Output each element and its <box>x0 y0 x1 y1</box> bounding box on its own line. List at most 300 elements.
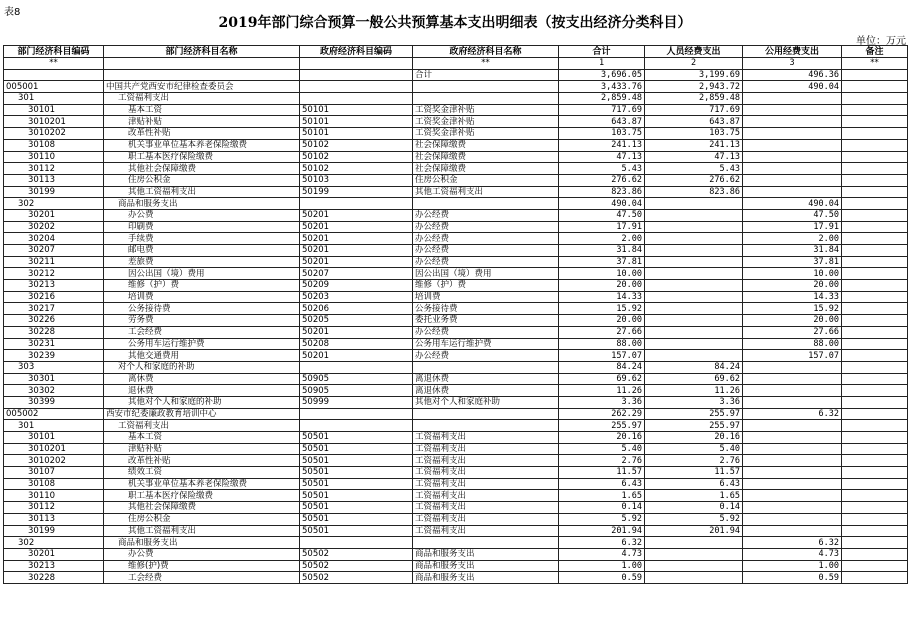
cell-dept-code: 30101 <box>4 432 104 444</box>
cell-gov-code <box>300 537 413 549</box>
cell-dept-name: 改革性补贴 <box>104 128 300 140</box>
cell-gov-name: 委托业务费 <box>413 315 559 327</box>
table-row <box>4 245 908 257</box>
table-row <box>4 93 908 105</box>
cell-personnel: 1.65 <box>645 490 743 502</box>
cell-gov-code: 50501 <box>300 525 413 537</box>
cell-note <box>842 385 908 397</box>
cell-total: 5.40 <box>559 443 645 455</box>
cell-gov-code: 50201 <box>300 221 413 233</box>
header-note: 备注 <box>842 46 908 58</box>
table-row <box>4 502 908 514</box>
cell-personnel: 0.14 <box>645 502 743 514</box>
cell-gov-code: 50208 <box>300 338 413 350</box>
cell-note <box>842 396 908 408</box>
table-row <box>4 537 908 549</box>
cell-gov-name: 住房公积金 <box>413 174 559 186</box>
cell-public <box>743 373 842 385</box>
cell-public: 37.81 <box>743 256 842 268</box>
cell-gov-name: 维修（护）费 <box>413 280 559 292</box>
cell-dept-name: 退休费 <box>104 385 300 397</box>
cell-total: 103.75 <box>559 128 645 140</box>
cell-dept-name: 因公出国（境）费用 <box>104 268 300 280</box>
cell-public: 490.04 <box>743 81 842 93</box>
cell-note <box>842 513 908 525</box>
cell-gov-name <box>413 420 559 432</box>
cell-personnel: 6.43 <box>645 478 743 490</box>
cell-note <box>842 490 908 502</box>
cell-gov-name: 工资福利支出 <box>413 502 559 514</box>
cell-personnel: 255.97 <box>645 408 743 420</box>
cell-dept-code: 30113 <box>4 174 104 186</box>
cell-dept-name: 西安市纪委廉政教育培训中心 <box>104 408 300 420</box>
cell-dept-code: 30112 <box>4 163 104 175</box>
cell-dept-code: 30202 <box>4 221 104 233</box>
cell-dept-code: 30217 <box>4 303 104 315</box>
cell-gov-code: 50102 <box>300 139 413 151</box>
cell-dept-code: 30199 <box>4 525 104 537</box>
cell-personnel: 5.40 <box>645 443 743 455</box>
cell-total: 6.43 <box>559 478 645 490</box>
cell-dept-code: 30226 <box>4 315 104 327</box>
cell-personnel: 717.69 <box>645 104 743 116</box>
cell-public: 490.04 <box>743 198 842 210</box>
table-row <box>4 560 908 572</box>
cell-gov-name: 其他工资福利支出 <box>413 186 559 198</box>
cell-gov-name: 商品和服务支出 <box>413 572 559 584</box>
cell-gov-name: 社会保障缴费 <box>413 151 559 163</box>
subheader-cell <box>300 58 413 70</box>
cell-public <box>743 186 842 198</box>
cell-dept-code: 30228 <box>4 572 104 584</box>
cell-personnel <box>645 268 743 280</box>
cell-dept-name: 津贴补贴 <box>104 116 300 128</box>
table-row <box>4 198 908 210</box>
cell-total: 84.24 <box>559 361 645 373</box>
cell-dept-code: 30107 <box>4 467 104 479</box>
cell-personnel: 276.62 <box>645 174 743 186</box>
cell-dept-code: 30113 <box>4 513 104 525</box>
cell-total: 69.62 <box>559 373 645 385</box>
cell-total: 47.50 <box>559 209 645 221</box>
cell-dept-code: 30108 <box>4 478 104 490</box>
cell-gov-code: 50102 <box>300 151 413 163</box>
cell-total: 3,433.76 <box>559 81 645 93</box>
cell-public <box>743 502 842 514</box>
cell-gov-name <box>413 408 559 420</box>
cell-dept-code: 30199 <box>4 186 104 198</box>
cell-dept-name: 津贴补贴 <box>104 443 300 455</box>
cell-personnel <box>645 256 743 268</box>
cell-note <box>842 81 908 93</box>
cell-gov-name: 办公经费 <box>413 233 559 245</box>
cell-gov-name <box>413 93 559 105</box>
cell-gov-name: 办公经费 <box>413 326 559 338</box>
table-body <box>4 58 908 584</box>
cell-gov-name: 工资福利支出 <box>413 513 559 525</box>
cell-personnel <box>645 315 743 327</box>
cell-dept-name: 培训费 <box>104 291 300 303</box>
table-row <box>4 467 908 479</box>
cell-note <box>842 221 908 233</box>
table-row <box>4 116 908 128</box>
cell-dept-name: 住房公积金 <box>104 174 300 186</box>
cell-total: 0.59 <box>559 572 645 584</box>
subheader-cell: 1 <box>559 58 645 70</box>
cell-dept-code: 30112 <box>4 502 104 514</box>
cell-gov-code: 50201 <box>300 209 413 221</box>
cell-gov-code <box>300 93 413 105</box>
table-row <box>4 572 908 584</box>
cell-personnel <box>645 326 743 338</box>
header-dept-code: 部门经济科目编码 <box>4 46 104 58</box>
cell-gov-code <box>300 420 413 432</box>
cell-public <box>743 443 842 455</box>
cell-dept-name: 其他社会保障缴费 <box>104 163 300 175</box>
cell-public <box>743 151 842 163</box>
cell-public: 20.00 <box>743 280 842 292</box>
cell-public: 14.33 <box>743 291 842 303</box>
cell-gov-code: 50502 <box>300 572 413 584</box>
cell-personnel <box>645 233 743 245</box>
cell-gov-name: 办公经费 <box>413 350 559 362</box>
cell-dept-name: 机关事业单位基本养老保险缴费 <box>104 478 300 490</box>
cell-gov-name: 办公经费 <box>413 209 559 221</box>
cell-note <box>842 478 908 490</box>
table-row <box>4 432 908 444</box>
cell-note <box>842 455 908 467</box>
cell-note <box>842 174 908 186</box>
cell-gov-code: 50103 <box>300 174 413 186</box>
cell-gov-code: 50502 <box>300 560 413 572</box>
cell-public: 20.00 <box>743 315 842 327</box>
cell-public <box>743 478 842 490</box>
cell-note <box>842 467 908 479</box>
cell-dept-name: 改革性补贴 <box>104 455 300 467</box>
cell-dept-name: 工资福利支出 <box>104 420 300 432</box>
cell-dept-code: 30110 <box>4 490 104 502</box>
cell-note <box>842 408 908 420</box>
header-public: 公用经费支出 <box>743 46 842 58</box>
cell-note <box>842 303 908 315</box>
table-row <box>4 233 908 245</box>
cell-dept-name: 工资福利支出 <box>104 93 300 105</box>
subheader-row <box>4 58 908 70</box>
table-row <box>4 280 908 292</box>
header-dept-name: 部门经济科目名称 <box>104 46 300 58</box>
cell-dept-name: 绩效工资 <box>104 467 300 479</box>
cell-gov-name: 其他对个人和家庭补助 <box>413 396 559 408</box>
cell-personnel <box>645 198 743 210</box>
cell-dept-code: 30108 <box>4 139 104 151</box>
table-row <box>4 139 908 151</box>
cell-total: 20.00 <box>559 280 645 292</box>
table-row <box>4 315 908 327</box>
cell-total: 10.00 <box>559 268 645 280</box>
cell-total: 20.00 <box>559 315 645 327</box>
cell-total: 4.73 <box>559 548 645 560</box>
cell-dept-name: 办公费 <box>104 548 300 560</box>
cell-gov-name: 工资福利支出 <box>413 467 559 479</box>
cell-note <box>842 128 908 140</box>
table-row <box>4 268 908 280</box>
header-row <box>4 46 908 58</box>
cell-gov-code: 50999 <box>300 396 413 408</box>
table-row <box>4 455 908 467</box>
cell-gov-code: 50501 <box>300 443 413 455</box>
cell-dept-name: 劳务费 <box>104 315 300 327</box>
cell-personnel: 5.43 <box>645 163 743 175</box>
cell-total: 201.94 <box>559 525 645 537</box>
cell-dept-code: 30231 <box>4 338 104 350</box>
cell-total: 490.04 <box>559 198 645 210</box>
cell-personnel: 3,199.69 <box>645 69 743 81</box>
cell-gov-name: 工资奖金津补贴 <box>413 128 559 140</box>
cell-gov-name <box>413 198 559 210</box>
cell-dept-code: 30239 <box>4 350 104 362</box>
cell-gov-code <box>300 69 413 81</box>
table-row <box>4 104 908 116</box>
table-row <box>4 525 908 537</box>
cell-gov-name <box>413 537 559 549</box>
cell-gov-name: 工资福利支出 <box>413 478 559 490</box>
cell-gov-name: 商品和服务支出 <box>413 548 559 560</box>
cell-personnel: 643.87 <box>645 116 743 128</box>
cell-dept-name: 其他工资福利支出 <box>104 186 300 198</box>
table-row <box>4 303 908 315</box>
cell-note <box>842 198 908 210</box>
table-row <box>4 548 908 560</box>
cell-personnel: 11.57 <box>645 467 743 479</box>
cell-dept-code: 30228 <box>4 326 104 338</box>
cell-public: 88.00 <box>743 338 842 350</box>
cell-gov-code: 50102 <box>300 163 413 175</box>
cell-gov-code: 50101 <box>300 116 413 128</box>
cell-note <box>842 256 908 268</box>
unit-label: 单位：万元 <box>856 36 906 47</box>
subheader-cell: ** <box>4 58 104 70</box>
cell-public <box>743 513 842 525</box>
cell-total: 276.62 <box>559 174 645 186</box>
cell-gov-code: 50501 <box>300 478 413 490</box>
cell-public <box>743 93 842 105</box>
cell-note <box>842 315 908 327</box>
cell-public: 496.36 <box>743 69 842 81</box>
cell-public <box>743 385 842 397</box>
cell-total: 5.92 <box>559 513 645 525</box>
cell-dept-code <box>4 69 104 81</box>
cell-public: 2.00 <box>743 233 842 245</box>
cell-note <box>842 326 908 338</box>
cell-personnel: 823.86 <box>645 186 743 198</box>
cell-total: 37.81 <box>559 256 645 268</box>
budget-table <box>3 45 908 584</box>
table-row <box>4 69 908 81</box>
table-row <box>4 81 908 93</box>
cell-dept-name: 住房公积金 <box>104 513 300 525</box>
cell-gov-code <box>300 198 413 210</box>
table-row <box>4 338 908 350</box>
cell-dept-code: 301 <box>4 93 104 105</box>
cell-total: 11.57 <box>559 467 645 479</box>
cell-gov-name: 工资福利支出 <box>413 525 559 537</box>
cell-total: 17.91 <box>559 221 645 233</box>
cell-public <box>743 455 842 467</box>
cell-total: 241.13 <box>559 139 645 151</box>
cell-personnel <box>645 338 743 350</box>
cell-public: 47.50 <box>743 209 842 221</box>
cell-note <box>842 163 908 175</box>
cell-total: 47.13 <box>559 151 645 163</box>
cell-dept-code: 30211 <box>4 256 104 268</box>
cell-gov-name: 工资奖金津补贴 <box>413 104 559 116</box>
cell-note <box>842 291 908 303</box>
cell-gov-code: 50101 <box>300 128 413 140</box>
cell-personnel: 20.16 <box>645 432 743 444</box>
cell-note <box>842 151 908 163</box>
cell-personnel <box>645 560 743 572</box>
table-row <box>4 256 908 268</box>
cell-public <box>743 525 842 537</box>
cell-gov-code <box>300 408 413 420</box>
cell-dept-code: 30201 <box>4 209 104 221</box>
cell-public <box>743 104 842 116</box>
cell-dept-name: 中国共产党西安市纪律检查委员会 <box>104 81 300 93</box>
cell-dept-code: 30216 <box>4 291 104 303</box>
cell-total: 2.00 <box>559 233 645 245</box>
cell-gov-name: 合计 <box>413 69 559 81</box>
cell-total: 643.87 <box>559 116 645 128</box>
cell-total: 88.00 <box>559 338 645 350</box>
table-row <box>4 408 908 420</box>
cell-note <box>842 560 908 572</box>
cell-total: 11.26 <box>559 385 645 397</box>
cell-dept-name: 其他社会保障缴费 <box>104 502 300 514</box>
subheader-cell <box>104 58 300 70</box>
cell-gov-code: 50501 <box>300 490 413 502</box>
cell-personnel <box>645 291 743 303</box>
cell-dept-code: 30301 <box>4 373 104 385</box>
cell-dept-name: 维修（护）费 <box>104 280 300 292</box>
cell-total: 20.16 <box>559 432 645 444</box>
cell-personnel: 84.24 <box>645 361 743 373</box>
cell-gov-name: 社会保障缴费 <box>413 163 559 175</box>
cell-dept-code: 302 <box>4 537 104 549</box>
cell-dept-name: 工会经费 <box>104 326 300 338</box>
cell-gov-name <box>413 361 559 373</box>
cell-public: 0.59 <box>743 572 842 584</box>
cell-gov-code: 50905 <box>300 385 413 397</box>
cell-dept-code: 30110 <box>4 151 104 163</box>
cell-gov-name: 工资福利支出 <box>413 455 559 467</box>
cell-gov-code <box>300 361 413 373</box>
cell-gov-code: 50501 <box>300 432 413 444</box>
cell-dept-name: 办公费 <box>104 209 300 221</box>
table-row <box>4 186 908 198</box>
cell-note <box>842 186 908 198</box>
header-total: 合计 <box>559 46 645 58</box>
cell-gov-code: 50201 <box>300 233 413 245</box>
cell-personnel <box>645 350 743 362</box>
cell-personnel <box>645 245 743 257</box>
cell-gov-code: 50501 <box>300 467 413 479</box>
cell-note <box>842 350 908 362</box>
cell-total: 255.97 <box>559 420 645 432</box>
cell-personnel <box>645 280 743 292</box>
cell-public <box>743 163 842 175</box>
cell-total: 6.32 <box>559 537 645 549</box>
cell-total: 31.84 <box>559 245 645 257</box>
cell-dept-name: 基本工资 <box>104 432 300 444</box>
cell-gov-name: 工资福利支出 <box>413 490 559 502</box>
cell-note <box>842 432 908 444</box>
cell-total: 717.69 <box>559 104 645 116</box>
cell-personnel: 47.13 <box>645 151 743 163</box>
cell-dept-code: 30212 <box>4 268 104 280</box>
cell-public <box>743 116 842 128</box>
cell-public <box>743 420 842 432</box>
cell-note <box>842 268 908 280</box>
cell-public <box>743 174 842 186</box>
cell-gov-name: 离退休费 <box>413 385 559 397</box>
cell-public <box>743 467 842 479</box>
cell-dept-name: 公务用车运行维护费 <box>104 338 300 350</box>
cell-dept-code: 3010201 <box>4 116 104 128</box>
cell-gov-code: 50501 <box>300 513 413 525</box>
table-row <box>4 513 908 525</box>
cell-note <box>842 548 908 560</box>
cell-total: 2,859.48 <box>559 93 645 105</box>
table-row <box>4 291 908 303</box>
cell-personnel: 103.75 <box>645 128 743 140</box>
cell-gov-code: 50207 <box>300 268 413 280</box>
cell-note <box>842 361 908 373</box>
cell-gov-name <box>413 81 559 93</box>
cell-personnel: 11.26 <box>645 385 743 397</box>
cell-gov-name: 公务接待费 <box>413 303 559 315</box>
cell-dept-code: 30101 <box>4 104 104 116</box>
cell-gov-code: 50201 <box>300 350 413 362</box>
cell-note <box>842 572 908 584</box>
cell-note <box>842 139 908 151</box>
cell-gov-name: 商品和服务支出 <box>413 560 559 572</box>
table-row <box>4 326 908 338</box>
cell-total: 0.14 <box>559 502 645 514</box>
cell-gov-code: 50905 <box>300 373 413 385</box>
cell-gov-code: 50201 <box>300 256 413 268</box>
cell-dept-name: 工会经费 <box>104 572 300 584</box>
cell-personnel <box>645 572 743 584</box>
cell-gov-code: 50203 <box>300 291 413 303</box>
cell-dept-code: 005002 <box>4 408 104 420</box>
cell-personnel: 3.36 <box>645 396 743 408</box>
cell-dept-name: 职工基本医疗保险缴费 <box>104 490 300 502</box>
table-row <box>4 373 908 385</box>
cell-personnel: 255.97 <box>645 420 743 432</box>
cell-note <box>842 233 908 245</box>
cell-dept-name: 其他交通费用 <box>104 350 300 362</box>
table-row <box>4 151 908 163</box>
cell-gov-code: 50501 <box>300 502 413 514</box>
cell-dept-code: 3010202 <box>4 455 104 467</box>
cell-dept-code: 30201 <box>4 548 104 560</box>
cell-personnel: 69.62 <box>645 373 743 385</box>
cell-personnel: 241.13 <box>645 139 743 151</box>
cell-gov-code: 50201 <box>300 245 413 257</box>
cell-gov-name: 工资福利支出 <box>413 443 559 455</box>
cell-gov-name: 培训费 <box>413 291 559 303</box>
cell-dept-name: 离休费 <box>104 373 300 385</box>
